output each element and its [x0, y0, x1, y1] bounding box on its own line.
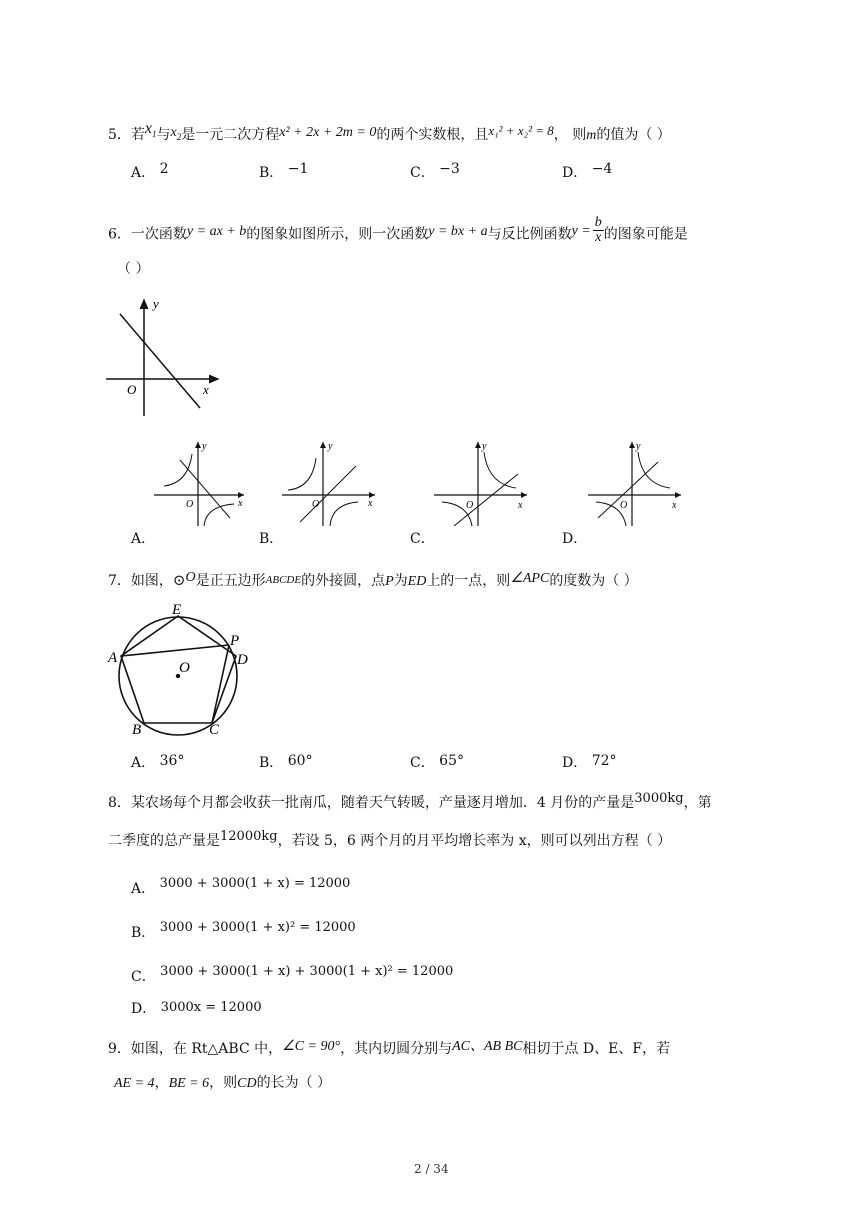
svg-text:O: O	[179, 660, 190, 676]
question-8-line-2: 二季度的总产量是12000kg，若设 5，6 两个月的月平均增长率为 x，则可以列出方程（ ）	[108, 829, 672, 849]
math-m: m	[586, 128, 597, 143]
svg-text:E: E	[172, 602, 182, 618]
question-8-line-1: 8．某农场每个月都会收获一批南瓜，随着天气转暖，产量逐月增加．4 月份的产量是3000kg，第	[108, 791, 712, 811]
math-x2: $x_2$	[170, 125, 182, 142]
q8-option-d[interactable]: D． 3000x = 12000	[131, 1000, 262, 1017]
q5-option-b[interactable]: B． −1	[259, 161, 309, 181]
question-5-stem: 5．若$x_1$与$x_2$是一元二次方程x² + 2x + 2m = 0的两个实数根，且x₁² + x₂² = 8， 则m的值为（ ）	[108, 120, 671, 143]
svg-text:x: x	[238, 498, 243, 509]
q7-pentagon-figure	[104, 598, 264, 742]
question-7-stem: 7．如图，⊙O是正五边形ABCDE的外接圆，点P为ED上的一点，则∠APC的度数为（ ）	[108, 570, 638, 589]
svg-text:y: y	[202, 441, 207, 452]
y-axis-label: y	[153, 296, 159, 311]
q6-option-a-graph[interactable]	[152, 438, 252, 530]
svg-text:P: P	[230, 633, 240, 649]
q8-option-a[interactable]: A． 3000 + 3000(1 + x) = 12000	[131, 876, 351, 897]
svg-text:B: B	[132, 722, 142, 738]
q7-option-d[interactable]: D． 72°	[562, 753, 617, 771]
math-linear-1: y = ax + b	[186, 223, 247, 239]
arc-ed: ED	[407, 574, 427, 589]
q6-option-a[interactable]: A．	[131, 531, 156, 547]
question-number: 8．	[108, 795, 131, 811]
q7-option-c[interactable]: C． 65°	[410, 753, 464, 771]
q6-option-c-graph[interactable]	[432, 438, 532, 530]
page-number: 2 / 34	[414, 1162, 449, 1176]
math-linear-2: y = bx + a	[428, 223, 488, 239]
q6-option-d[interactable]: D．	[562, 531, 588, 547]
q6-main-graph	[100, 292, 230, 422]
svg-text:C: C	[209, 722, 220, 738]
question-number: 7．	[108, 573, 131, 589]
svg-text:y: y	[482, 441, 487, 452]
svg-text:O: O	[620, 500, 628, 511]
svg-text:O: O	[312, 499, 320, 510]
question-number: 9．	[108, 1041, 131, 1057]
svg-text:x: x	[518, 500, 523, 511]
q5-option-d[interactable]: D． −4	[562, 161, 613, 181]
q8-option-c[interactable]: C． 3000 + 3000(1 + x) + 3000(1 + x)² = 12000	[131, 964, 454, 985]
svg-text:O: O	[466, 500, 474, 511]
x-axis-label: x	[203, 382, 209, 397]
q6-option-b-graph[interactable]	[280, 438, 380, 530]
svg-text:O: O	[186, 499, 194, 510]
svg-text:A: A	[108, 650, 118, 666]
question-9-line-1: 9．如图，在 Rt△ABC 中，∠C = 90°，其内切圆分别与AC、AB BC相切于点 D、E、F，若	[108, 1039, 671, 1057]
origin-label: O	[127, 382, 137, 397]
question-number: 6．	[108, 226, 131, 243]
math-condition: x₁² + x₂² = 8	[488, 123, 554, 138]
math-x1: $x_1$	[144, 120, 157, 140]
svg-text:x: x	[368, 498, 373, 509]
q5-option-a[interactable]: A． 2	[131, 161, 169, 181]
q6-option-d-graph[interactable]	[586, 438, 686, 530]
svg-text:x: x	[672, 500, 677, 511]
q6-option-b[interactable]: B．	[259, 531, 284, 547]
q6-option-c[interactable]: C．	[410, 531, 435, 547]
question-6-paren: （ ）	[117, 261, 150, 277]
q5-option-c[interactable]: C． −3	[410, 161, 460, 181]
q7-option-b[interactable]: B． 60°	[259, 753, 313, 771]
q7-option-a[interactable]: A． 36°	[131, 753, 185, 771]
question-number: 5．	[108, 127, 131, 143]
question-9-line-2: AE = 4，BE = 6，则CD的长为（ ）	[114, 1075, 332, 1091]
question-6-stem: 6．一次函数y = ax + b的图象如图所示，则一次函数y = bx + a与反比例函数y = $\frac{b}{x}$ 的图象可能是	[108, 215, 688, 245]
svg-text:y: y	[636, 441, 641, 452]
math-inverse: y = $\frac{b}{x}$	[571, 215, 602, 245]
q8-option-b[interactable]: B． 3000 + 3000(1 + x)² = 12000	[131, 920, 356, 941]
svg-text:D: D	[237, 652, 248, 668]
circle-symbol: ⊙	[172, 571, 186, 589]
math-equation: x² + 2x + 2m = 0	[279, 125, 377, 140]
svg-text:y: y	[328, 441, 333, 452]
